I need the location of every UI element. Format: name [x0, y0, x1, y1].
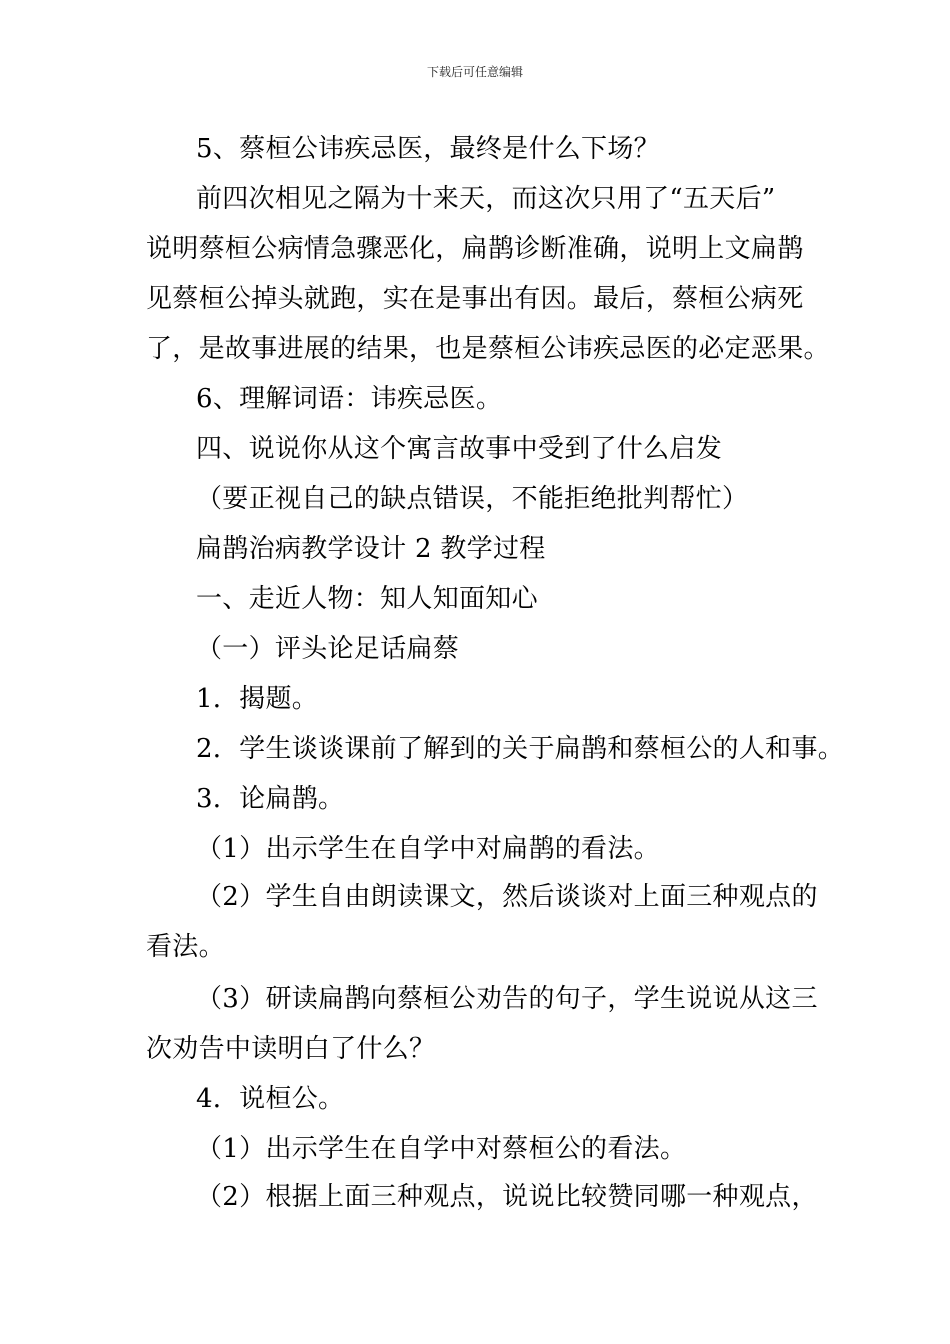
- text-line-2: 前四次相见之隔为十来天，而这次只用了“五天后”: [196, 184, 776, 214]
- text-line-9: 扁鹊治病教学设计 2 教学过程: [196, 534, 546, 564]
- page-header: 下载后可任意编辑: [426, 65, 523, 79]
- text-line-12: 1．揭题。: [196, 684, 319, 714]
- text-line-13: 2．学生谈谈课前了解到的关于扁鹊和蔡桓公的人和事。: [196, 734, 845, 764]
- text-line-11: （一）评头论足话扁蔡: [196, 634, 460, 664]
- text-line-4: 见蔡桓公掉头就跑，实在是事出有因。最后，蔡桓公病死: [146, 284, 804, 314]
- text-line-22: （2）根据上面三种观点，说说比较赞同哪一种观点，: [196, 1182, 818, 1212]
- text-line-14: 3．论扁鹊。: [196, 784, 345, 814]
- text-line-15: （1）出示学生在自学中对扁鹊的看法。: [196, 834, 660, 864]
- text-line-1: 5、蔡桓公讳疾忌医，最终是什么下场？: [196, 134, 660, 164]
- text-line-3: 说明蔡桓公病情急骤恶化，扁鹊诊断准确，说明上文扁鹊: [146, 234, 804, 264]
- text-line-18: （3）研读扁鹊向蔡桓公劝告的句子，学生说说从这三: [196, 984, 818, 1014]
- text-line-8: （要正视自己的缺点错误，不能拒绝批判帮忙）: [196, 484, 749, 514]
- text-line-19: 次劝告中读明白了什么？: [146, 1034, 436, 1064]
- text-line-5: 了，是故事进展的结果，也是蔡桓公讳疾忌医的必定恶果。: [146, 334, 830, 364]
- text-line-20: 4．说桓公。: [196, 1084, 345, 1114]
- text-line-21: （1）出示学生在自学中对蔡桓公的看法。: [196, 1134, 687, 1164]
- text-line-7: 四、说说你从这个寓言故事中受到了什么启发: [196, 434, 723, 464]
- text-line-16: （2）学生自由朗读课文，然后谈谈对上面三种观点的: [196, 882, 818, 912]
- text-line-17: 看法。: [146, 932, 225, 962]
- text-line-10: 一、走近人物：知人知面知心: [196, 584, 538, 614]
- text-line-6: 6、理解词语：讳疾忌医。: [196, 384, 503, 414]
